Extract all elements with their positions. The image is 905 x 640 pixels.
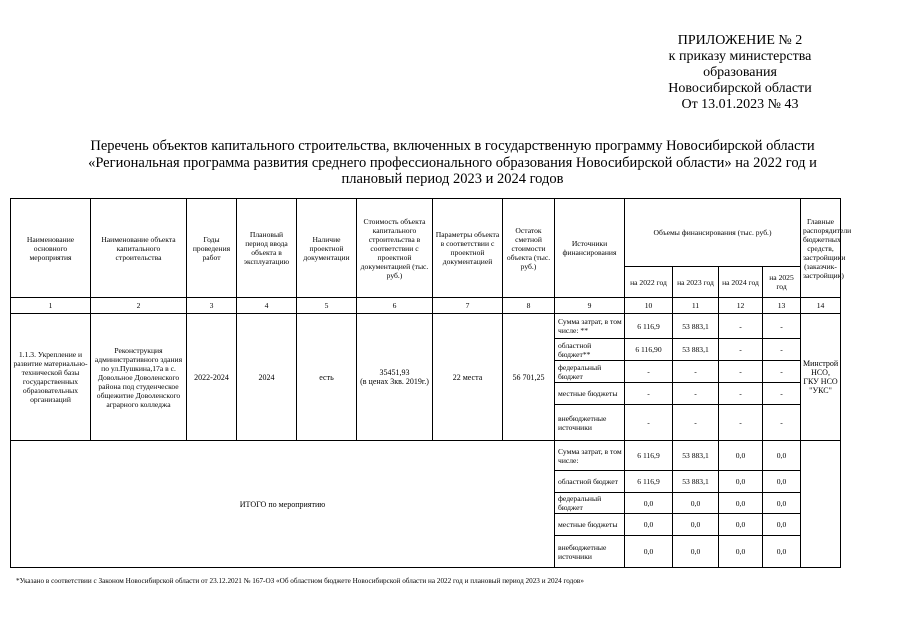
source-cell: местные бюджеты (555, 514, 625, 536)
value-2022: - (625, 383, 673, 405)
column-number: 12 (719, 298, 763, 314)
managers-cell: Минстрой НСО, ГКУ НСО "УКС" (801, 314, 841, 441)
column-number: 3 (187, 298, 237, 314)
header-year-2024: на 2024 год (719, 267, 763, 298)
total-2025: 0,0 (763, 514, 801, 536)
value-2024: - (719, 361, 763, 383)
column-number: 10 (625, 298, 673, 314)
appendix-line: Новосибирской области (668, 81, 812, 96)
column-number: 7 (433, 298, 503, 314)
remaining-cell: 56 701,25 (503, 314, 555, 441)
source-cell: внебюджетные источники (555, 405, 625, 441)
total-2024: 0,0 (719, 441, 763, 471)
value-2022: 6 116,9 (625, 314, 673, 339)
cost-note: (в ценах 3кв. 2019г.) (360, 377, 429, 386)
header-year-2022: на 2022 год (625, 267, 673, 298)
value-2023: - (673, 383, 719, 405)
header-planned-period: Плановый период ввода объекта в эксплуатацию (237, 199, 297, 298)
appendix-block (640, 33, 840, 113)
column-numbers-row (11, 298, 841, 314)
cost-value: 35451,93 (379, 368, 410, 377)
params-cell: 22 места (433, 314, 503, 441)
value-2024: - (719, 314, 763, 339)
total-2022: 0,0 (625, 514, 673, 536)
source-cell: областной бюджет** (555, 339, 625, 361)
total-2022: 6 116,9 (625, 441, 673, 471)
total-2022: 0,0 (625, 536, 673, 568)
appendix-line: образования (703, 65, 777, 80)
footnote: *Указано в соответствии с Законом Новосибирской области от 23.12.2021 № 167-ОЗ «Об областном бюджете Новосибирской области на 2022 год и плановый период 2023 и 2024 годов» (16, 577, 584, 585)
document-title (40, 138, 865, 188)
header-year-2025: на 2025 год (763, 267, 801, 298)
total-2023: 53 883,1 (673, 441, 719, 471)
column-number: 13 (763, 298, 801, 314)
column-number: 6 (357, 298, 433, 314)
value-2022: 6 116,90 (625, 339, 673, 361)
total-2024: 0,0 (719, 493, 763, 514)
value-2025: - (763, 361, 801, 383)
source-cell: областной бюджет (555, 471, 625, 493)
total-2025: 0,0 (763, 493, 801, 514)
header-managers: Главные распорядители бюджетных средств, застройщики (заказчик-застройщик) (801, 199, 841, 298)
value-2025: - (763, 314, 801, 339)
value-2025: - (763, 383, 801, 405)
value-2023: 53 883,1 (673, 339, 719, 361)
value-2024: - (719, 339, 763, 361)
total-2023: 0,0 (673, 536, 719, 568)
header-remaining: Остаток сметной стоимости объекта (тыс. руб.) (503, 199, 555, 298)
total-2022: 0,0 (625, 493, 673, 514)
total-2024: 0,0 (719, 471, 763, 493)
column-number: 14 (801, 298, 841, 314)
value-2023: - (673, 361, 719, 383)
value-2025: - (763, 339, 801, 361)
years-cell: 2022-2024 (187, 314, 237, 441)
value-2022: - (625, 361, 673, 383)
column-number: 4 (237, 298, 297, 314)
header-years: Годы проведения работ (187, 199, 237, 298)
column-number: 11 (673, 298, 719, 314)
column-number: 2 (91, 298, 187, 314)
planned-period-cell: 2024 (237, 314, 297, 441)
header-financing: Объемы финансирования (тыс. руб.) (625, 199, 801, 267)
appendix-line: От 13.01.2023 № 43 (681, 97, 799, 112)
header-year-2023: на 2023 год (673, 267, 719, 298)
source-cell: местные бюджеты (555, 383, 625, 405)
source-cell: федеральный бюджет (555, 493, 625, 514)
title-line: Перечень объектов капитального строительства, включенных в государственную программу Новосибирской области (90, 138, 815, 154)
value-2022: - (625, 405, 673, 441)
column-number: 5 (297, 298, 357, 314)
cost-cell (357, 314, 433, 441)
header-event: Наименование основного мероприятия (11, 199, 91, 298)
source-cell: внебюджетные источники (555, 536, 625, 568)
title-line: «Региональная программа развития среднего профессионального образования Новосибирской области» на 2022 год и (88, 154, 817, 171)
column-number: 9 (555, 298, 625, 314)
total-2025: 0,0 (763, 536, 801, 568)
value-2023: - (673, 405, 719, 441)
source-cell: Сумма затрат, в том числе: ** (555, 314, 625, 339)
header-project-docs: Наличие проектной документации (297, 199, 357, 298)
title-line: плановый период 2023 и 2024 годов (341, 171, 564, 187)
total-2024: 0,0 (719, 514, 763, 536)
column-number: 1 (11, 298, 91, 314)
project-docs-cell: есть (297, 314, 357, 441)
table-row (11, 314, 841, 339)
total-managers-cell (801, 441, 841, 568)
total-label-cell: ИТОГО по мероприятию (11, 441, 555, 568)
event-name-cell: 1.1.3. Укрепление и развитие материально-технической базы государственных образовательных организаций (11, 314, 91, 441)
total-2023: 0,0 (673, 514, 719, 536)
total-2025: 0,0 (763, 471, 801, 493)
source-cell: Сумма затрат, в том числе: (555, 441, 625, 471)
value-2024: - (719, 383, 763, 405)
value-2023: 53 883,1 (673, 314, 719, 339)
header-cost: Стоимость объекта капитального строительства в соответствии с проектной документацией (тыс. руб.) (357, 199, 433, 298)
value-2024: - (719, 405, 763, 441)
appendix-line: ПРИЛОЖЕНИЕ № 2 (677, 33, 803, 48)
appendix-line: к приказу министерства (668, 49, 812, 64)
objects-table (10, 198, 852, 568)
value-2025: - (763, 405, 801, 441)
total-2023: 53 883,1 (673, 471, 719, 493)
total-2023: 0,0 (673, 493, 719, 514)
total-2024: 0,0 (719, 536, 763, 568)
source-cell: федеральный бюджет (555, 361, 625, 383)
header-sources: Источники финансирования (555, 199, 625, 298)
total-row (11, 441, 841, 471)
total-2025: 0,0 (763, 441, 801, 471)
object-name-cell: Реконструкция административного здания по ул.Пушкина,17а в с. Довольное Доволенского района под студенческое общежитие Доволенского аграрного колледжа (91, 314, 187, 441)
header-object: Наименование объекта капитального строительства (91, 199, 187, 298)
header-params: Параметры объекта в соответствии с проектной документацией (433, 199, 503, 298)
column-number: 8 (503, 298, 555, 314)
total-2022: 6 116,9 (625, 471, 673, 493)
